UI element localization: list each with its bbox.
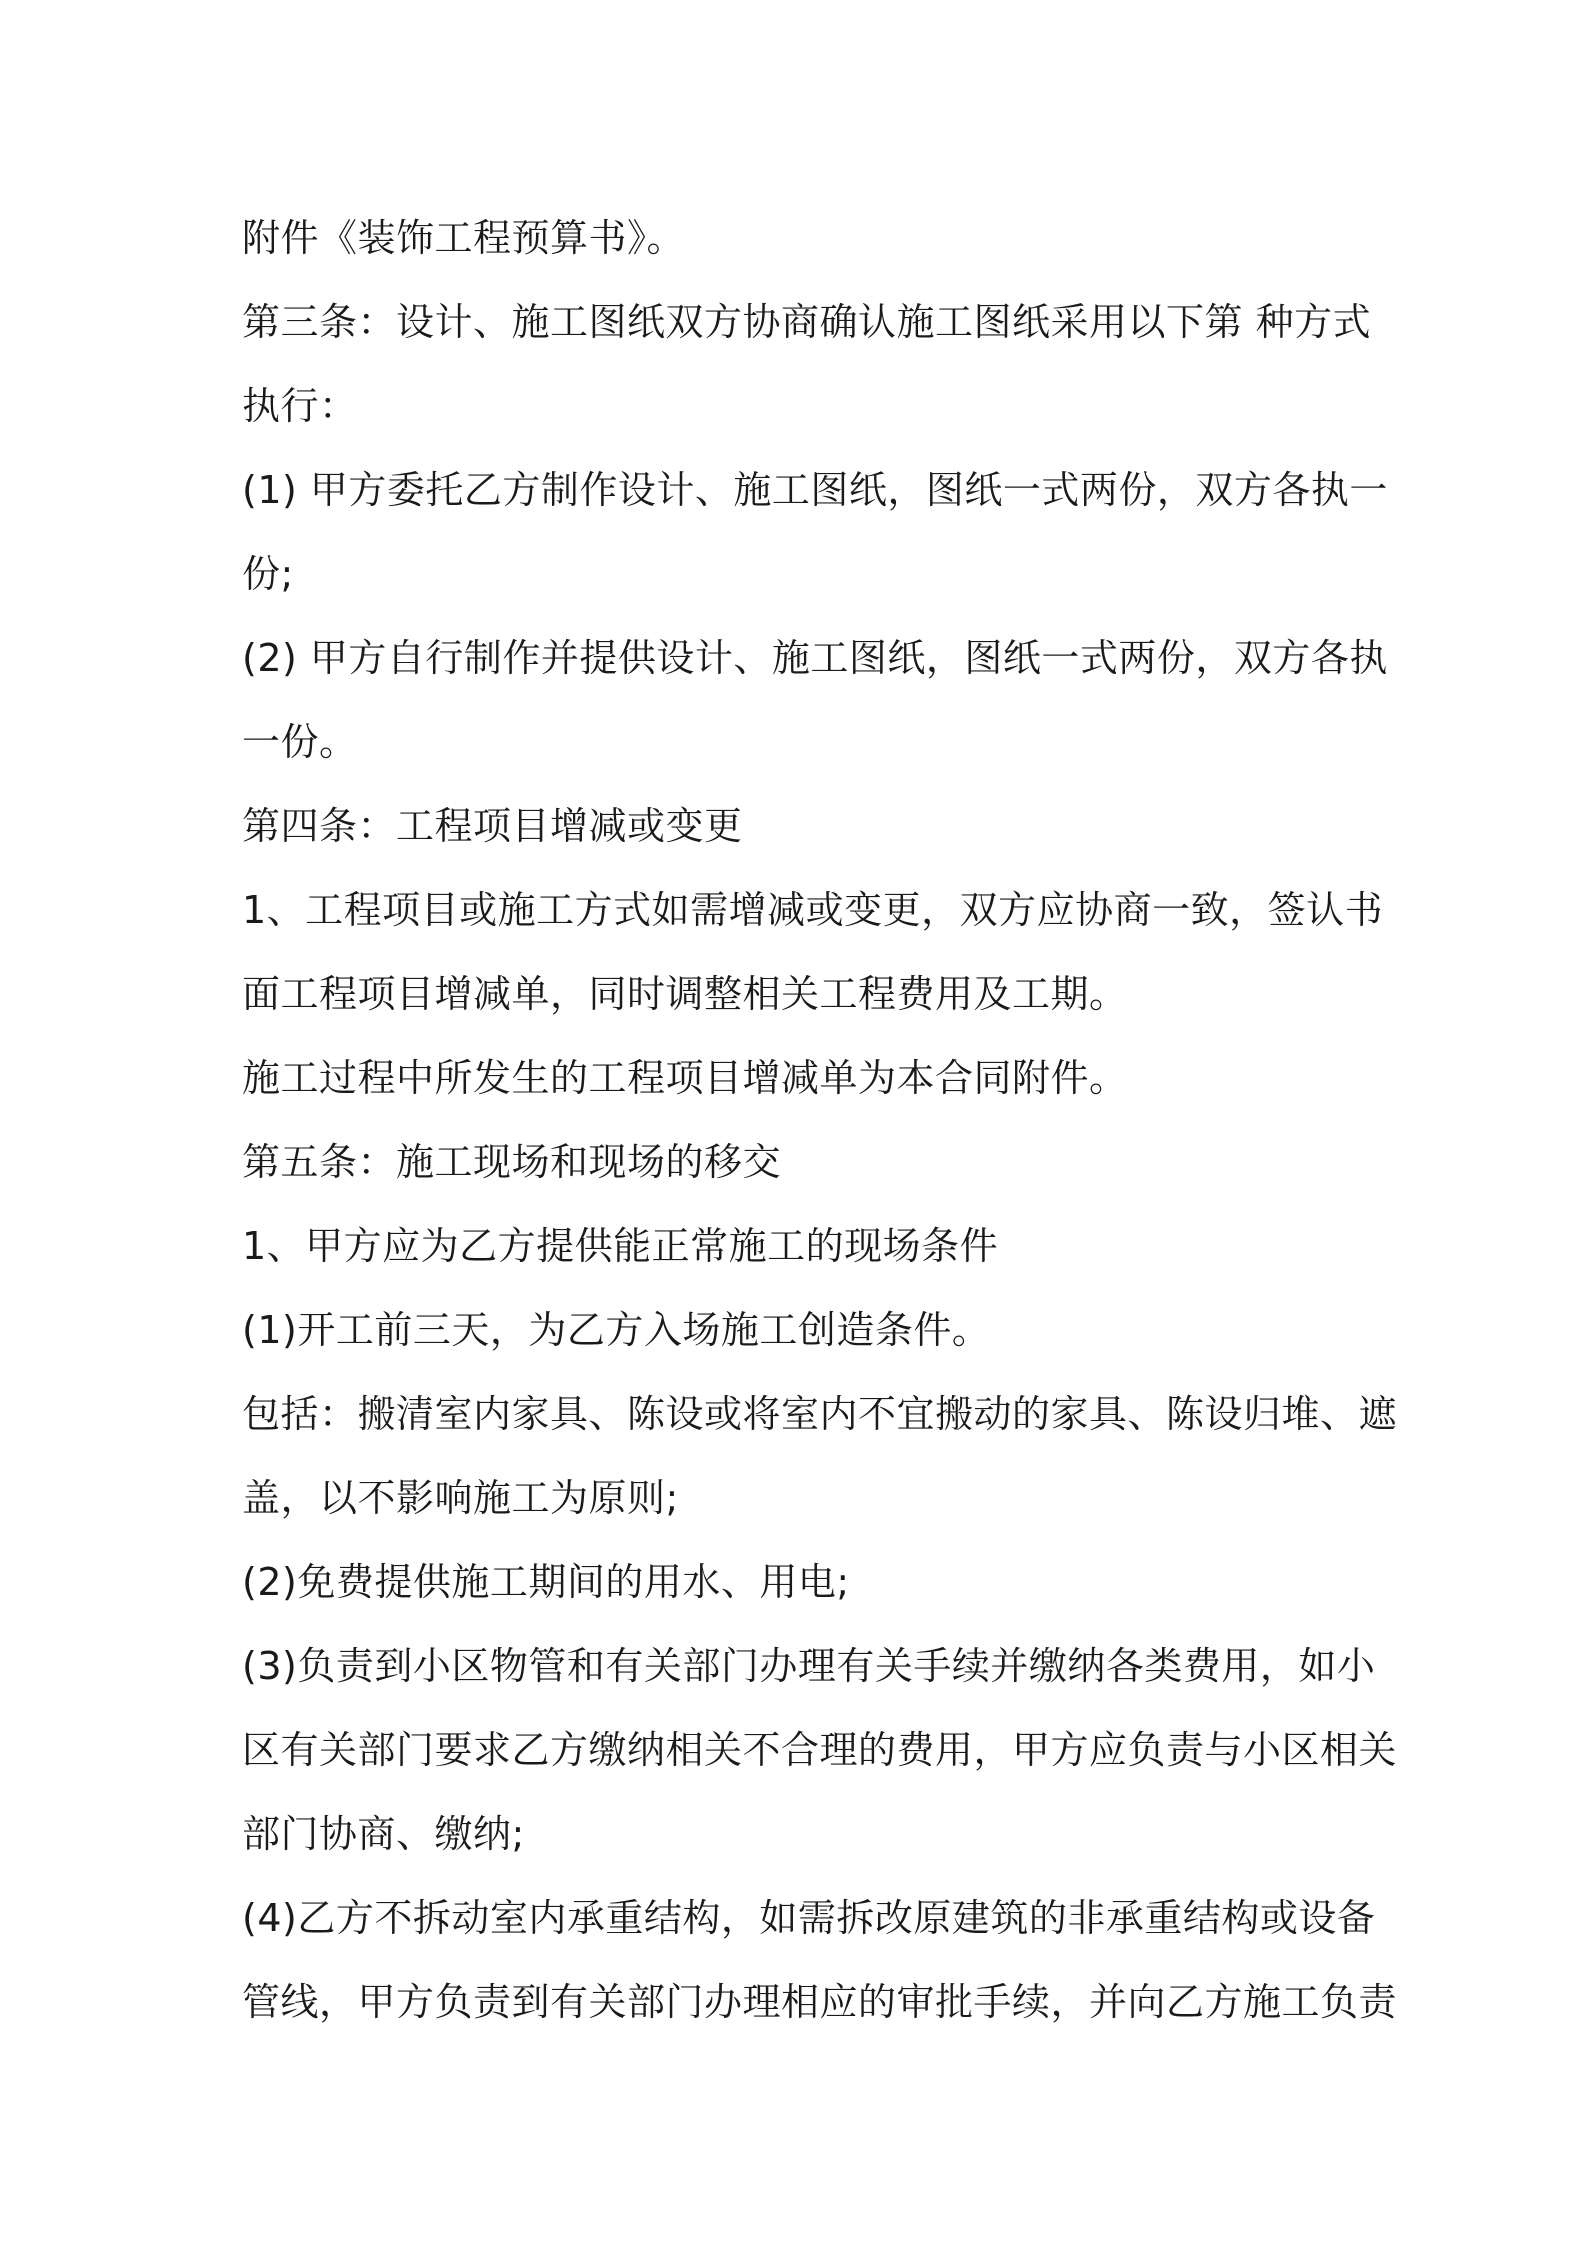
clause-5-1: 1、甲方应为乙方提供能正常施工的现场条件: [242, 1224, 999, 1268]
clause-3-2: (2) 甲方自行制作并提供设计、施工图纸，图纸一式两份，双方各执: [242, 636, 1388, 680]
clause-5-1-3: (3)负责到小区物管和有关部门办理有关手续并缴纳各类费用，如小: [242, 1644, 1376, 1688]
clause-4-1-cont: 面工程项目增减单，同时调整相关工程费用及工期。: [242, 972, 1128, 1016]
clause-5-1-3-cont-b: 部门协商、缴纳;: [242, 1812, 525, 1856]
attachment-line: 附件《装饰工程预算书》。: [242, 216, 686, 260]
clause-5-1-3-cont-a: 区有关部门要求乙方缴纳相关不合理的费用，甲方应负责与小区相关: [242, 1728, 1398, 1772]
clause-5-1-4-cont: 管线，甲方负责到有关部门办理相应的审批手续，并向乙方施工负责: [242, 1980, 1398, 2024]
clause-4-1: 1、工程项目或施工方式如需增减或变更，双方应协商一致，签认书: [242, 888, 1384, 932]
clause-5-1-1-detail-cont: 盖，以不影响施工为原则;: [242, 1476, 679, 1520]
clause-5-1-4: (4)乙方不拆动室内承重结构，如需拆改原建筑的非承重结构或设备: [242, 1896, 1376, 1940]
clause-5-1-2: (2)免费提供施工期间的用水、用电;: [242, 1560, 850, 1604]
clause-3-2-cont: 一份。: [242, 720, 358, 764]
clause-3-1-cont: 份;: [242, 552, 294, 596]
document-body: [242, 196, 1398, 2044]
clause-4-note: 施工过程中所发生的工程项目增减单为本合同附件。: [242, 1056, 1128, 1100]
article-4-heading: 第四条：工程项目增减或变更: [242, 804, 743, 848]
clause-3-1: (1) 甲方委托乙方制作设计、施工图纸，图纸一式两份，双方各执一: [242, 468, 1388, 512]
article-3-heading-cont: 执行：: [242, 384, 358, 428]
clause-5-1-1-detail: 包括：搬清室内家具、陈设或将室内不宜搬动的家具、陈设归堆、遮: [242, 1392, 1398, 1436]
article-5-heading: 第五条：施工现场和现场的移交: [242, 1140, 782, 1184]
clause-5-1-1: (1)开工前三天，为乙方入场施工创造条件。: [242, 1308, 991, 1352]
article-3-heading: 第三条：设计、施工图纸双方协商确认施工图纸采用以下第 种方式: [242, 300, 1372, 344]
